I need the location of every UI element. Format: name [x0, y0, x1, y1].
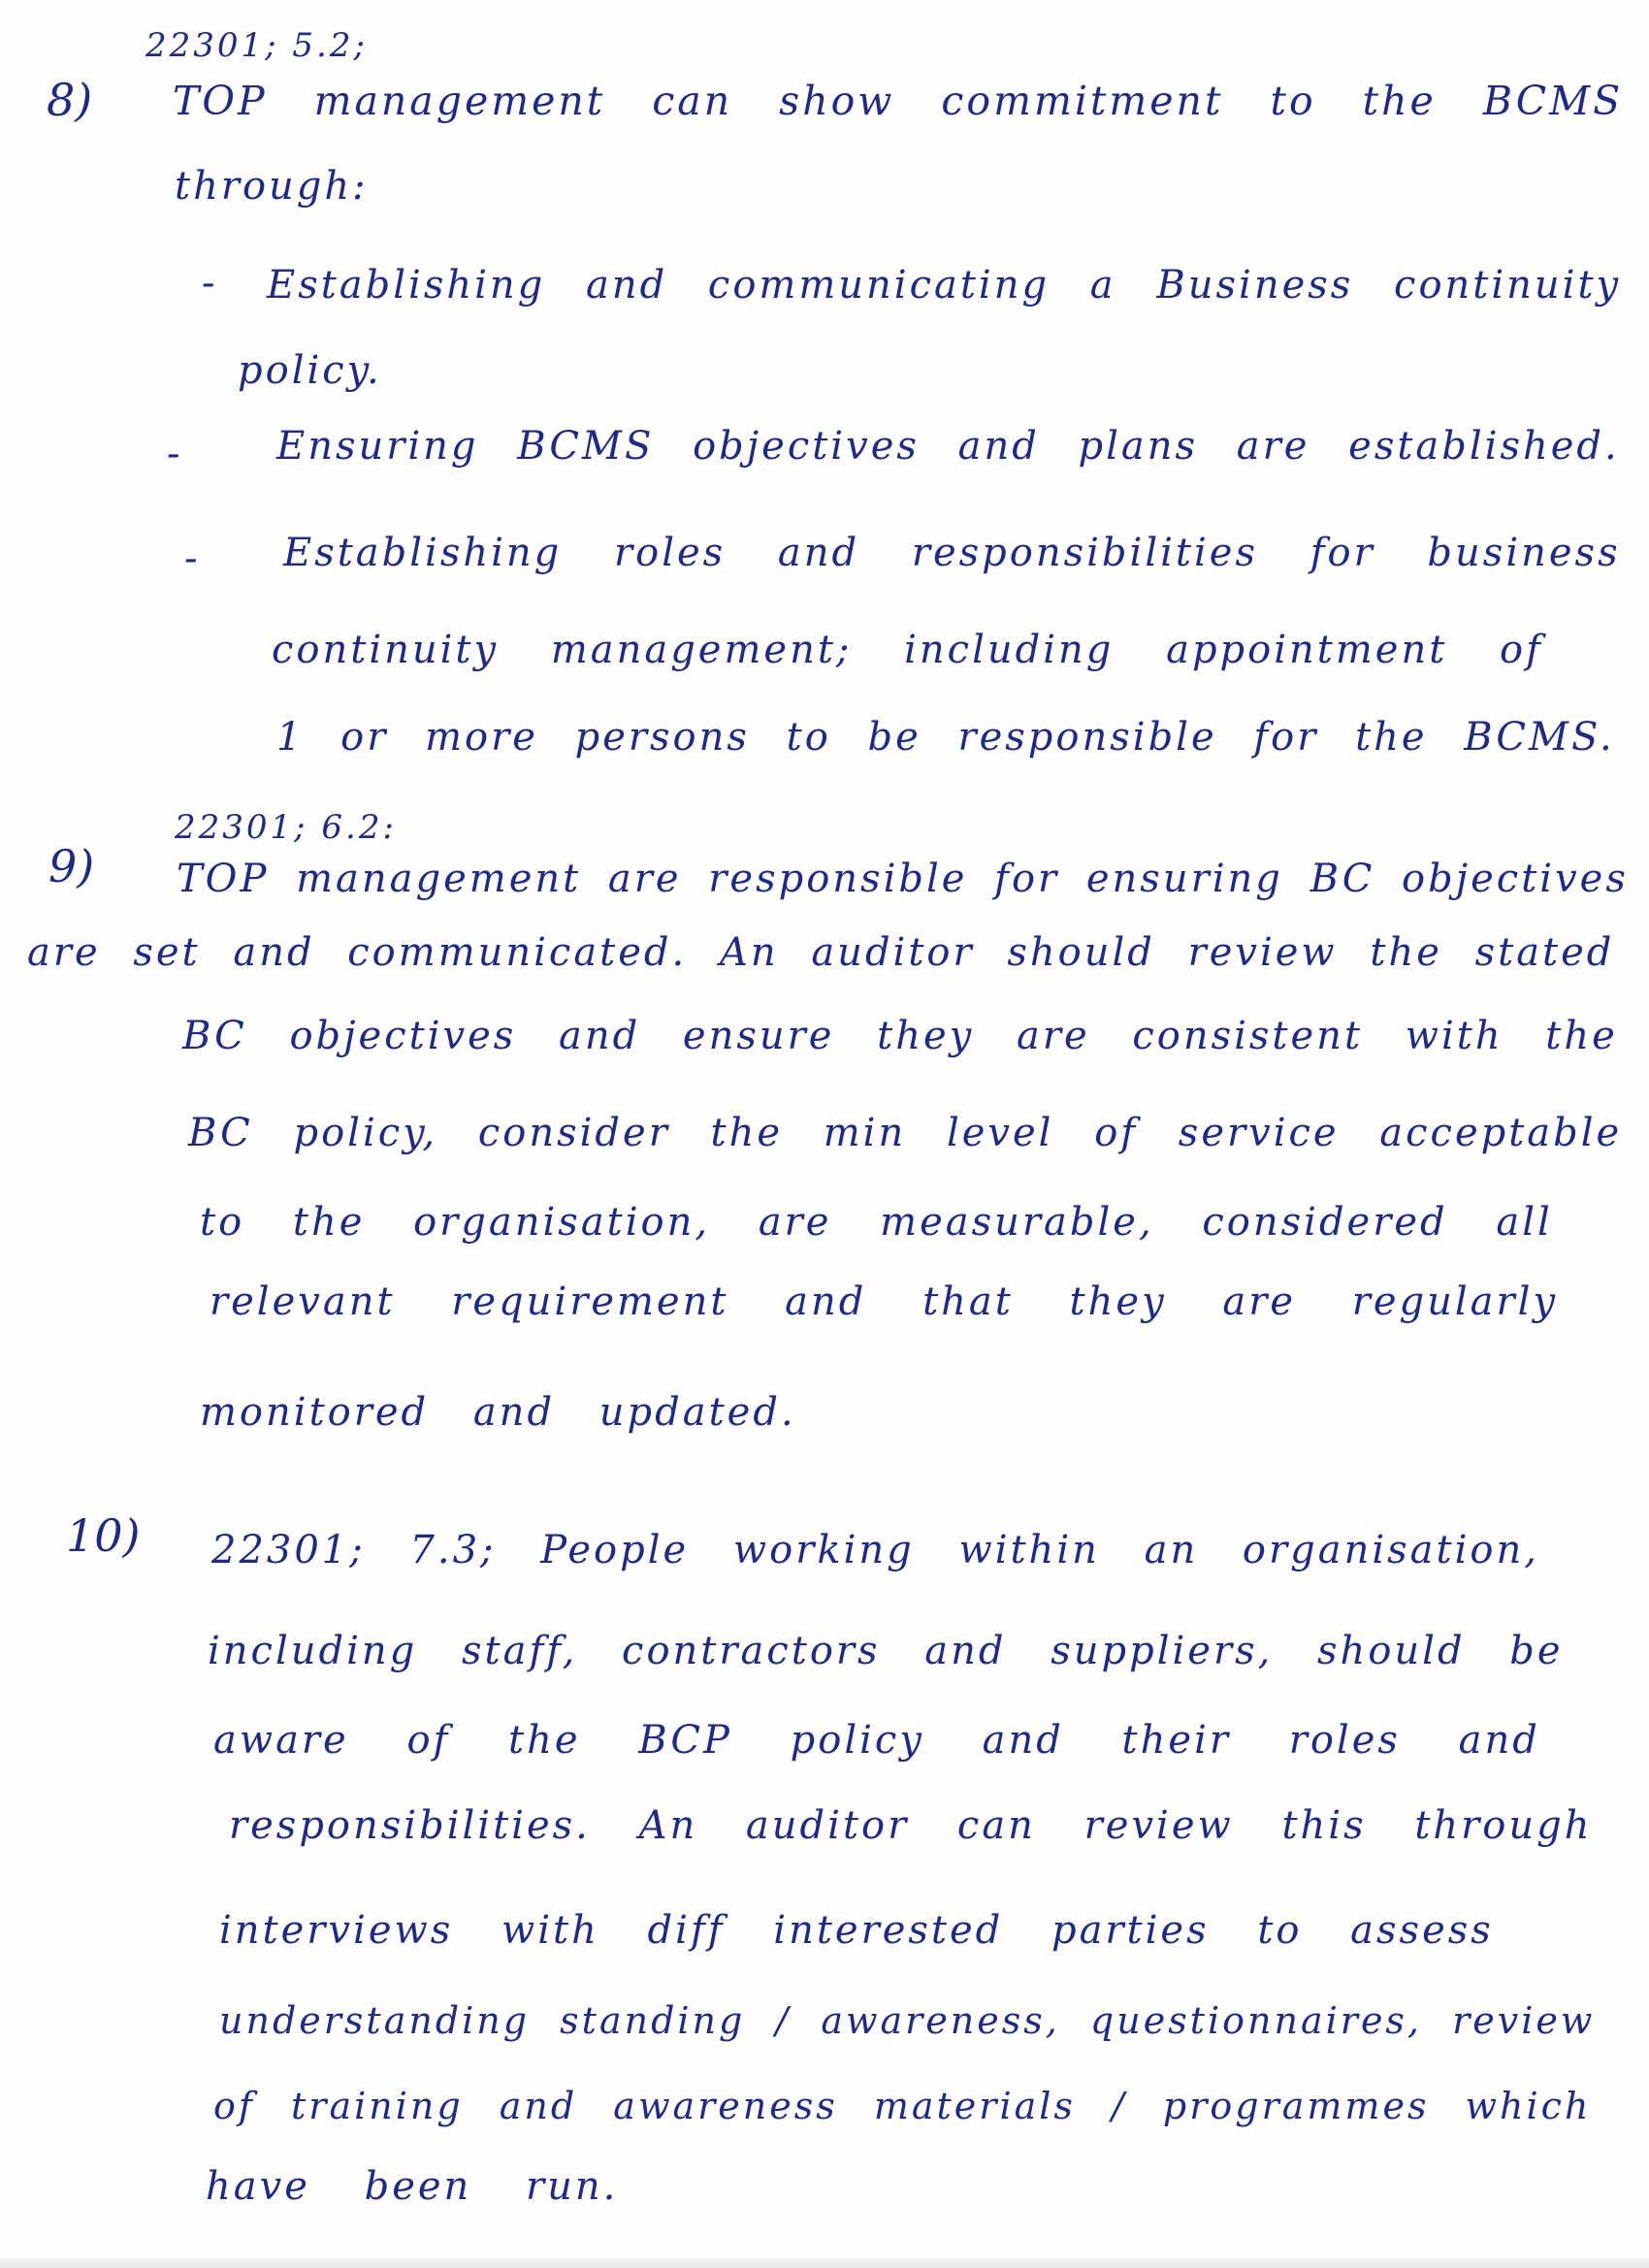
- q10-line-8: have been run.: [206, 2164, 619, 2209]
- scan-bottom-edge: [0, 2258, 1649, 2268]
- q8-bullet-1-line-1: Establishing and communicating a Business continuity: [267, 263, 1622, 308]
- q10-line-3: aware of the BCP policy and their roles and: [213, 1718, 1540, 1763]
- q9-line-7: monitored and updated.: [200, 1390, 796, 1435]
- q10-line-2: including staff, contractors and suppliers, should be: [208, 1629, 1564, 1673]
- q10-line-7: of training and awareness materials / programmes which: [213, 2085, 1592, 2127]
- q8-bullet-3-dash: -: [184, 536, 198, 581]
- q10-line-4: responsibilities. An auditor can review this through: [229, 1803, 1593, 1848]
- q8-bullet-2-dash: -: [167, 432, 180, 476]
- q9-line-5: to the organisation, are measurable, considered all: [200, 1200, 1553, 1245]
- q8-bullet-3-line-3: 1 or more persons to be responsible for the BCMS.: [276, 715, 1615, 760]
- q10-line-1: 22301; 7.3; People working within an organisation,: [211, 1528, 1539, 1572]
- q9-line-3: BC objectives and ensure they are consistent with the: [182, 1014, 1618, 1058]
- q10-line-6: understanding standing / awareness, questionnaires, review: [219, 1999, 1596, 2042]
- q8-bullet-1-line-2: policy.: [238, 348, 382, 393]
- q10-number: 10): [66, 1509, 141, 1562]
- q9-line-4: BC policy, consider the min level of service acceptable: [188, 1111, 1623, 1155]
- q10-line-5: interviews with diff interested parties to assess: [219, 1908, 1494, 1953]
- q8-reference: 22301; 5.2;: [146, 26, 368, 65]
- q9-line-2: are set and communicated. An auditor should review the stated: [27, 930, 1615, 975]
- q8-bullet-1-dash: -: [202, 261, 215, 306]
- q8-number: 8): [47, 74, 93, 126]
- q8-line-1: TOP management can show commitment to the BCMS: [173, 78, 1624, 124]
- q8-bullet-2-line-1: Ensuring BCMS objectives and plans are established.: [276, 424, 1620, 469]
- q9-number: 9): [48, 840, 95, 892]
- q9-line-6: relevant requirement and that they are regularly: [210, 1280, 1559, 1324]
- q8-bullet-3-line-2: continuity management; including appointment of: [272, 628, 1543, 672]
- q9-reference: 22301; 6.2:: [175, 808, 397, 847]
- q8-bullet-3-line-1: Establishing roles and responsibilities for business: [283, 531, 1621, 575]
- q8-line-2: through:: [175, 164, 369, 209]
- q9-line-1: TOP management are responsible for ensuring BC objectives: [177, 857, 1629, 901]
